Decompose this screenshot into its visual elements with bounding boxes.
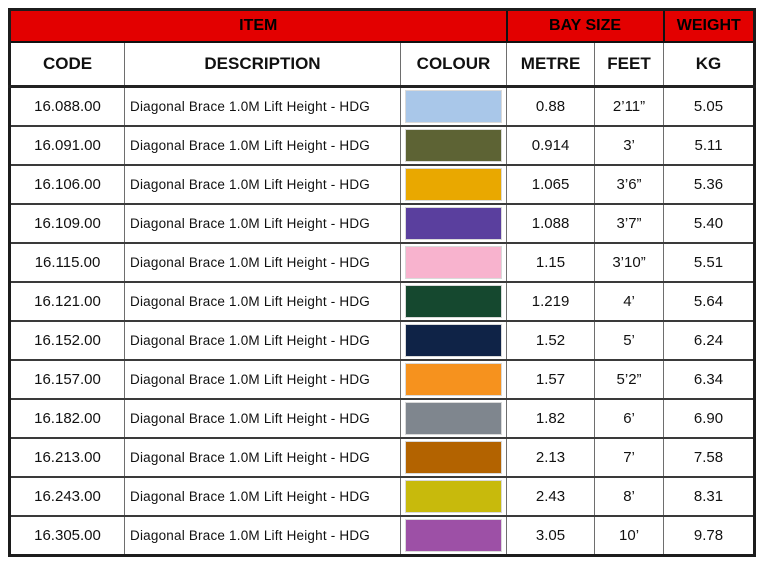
description-cell: Diagonal Brace 1.0M Lift Height - HDG bbox=[125, 282, 401, 321]
code-cell: 16.109.00 bbox=[10, 204, 125, 243]
colour-swatch-olive bbox=[405, 129, 502, 162]
column-header-row bbox=[10, 42, 755, 87]
table-row bbox=[10, 321, 755, 360]
code-cell: 16.305.00 bbox=[10, 516, 125, 556]
description-cell: Diagonal Brace 1.0M Lift Height - HDG bbox=[125, 165, 401, 204]
metre-cell: 0.88 bbox=[507, 87, 595, 127]
code-cell: 16.213.00 bbox=[10, 438, 125, 477]
kg-cell: 6.24 bbox=[664, 321, 755, 360]
feet-cell: 8’ bbox=[595, 477, 664, 516]
group-header-item: ITEM bbox=[10, 10, 507, 43]
group-header-row bbox=[10, 10, 755, 43]
table-row bbox=[10, 165, 755, 204]
code-cell: 16.088.00 bbox=[10, 87, 125, 127]
kg-cell: 5.40 bbox=[664, 204, 755, 243]
code-cell: 16.152.00 bbox=[10, 321, 125, 360]
metre-cell: 3.05 bbox=[507, 516, 595, 556]
colour-cell bbox=[401, 165, 507, 204]
feet-cell: 2’11” bbox=[595, 87, 664, 127]
metre-cell: 1.065 bbox=[507, 165, 595, 204]
feet-cell: 10’ bbox=[595, 516, 664, 556]
code-cell: 16.091.00 bbox=[10, 126, 125, 165]
code-cell: 16.115.00 bbox=[10, 243, 125, 282]
kg-cell: 5.64 bbox=[664, 282, 755, 321]
colour-swatch-pink bbox=[405, 246, 502, 279]
colour-swatch-dark-green bbox=[405, 285, 502, 318]
column-header-code: CODE bbox=[10, 42, 125, 87]
table-row bbox=[10, 438, 755, 477]
feet-cell: 3’7” bbox=[595, 204, 664, 243]
metre-cell: 1.57 bbox=[507, 360, 595, 399]
colour-cell bbox=[401, 438, 507, 477]
column-header-description: DESCRIPTION bbox=[125, 42, 401, 87]
colour-cell bbox=[401, 477, 507, 516]
table-row bbox=[10, 477, 755, 516]
metre-cell: 1.15 bbox=[507, 243, 595, 282]
table-row bbox=[10, 282, 755, 321]
feet-cell: 3’ bbox=[595, 126, 664, 165]
table-row bbox=[10, 360, 755, 399]
kg-cell: 5.36 bbox=[664, 165, 755, 204]
description-cell: Diagonal Brace 1.0M Lift Height - HDG bbox=[125, 87, 401, 127]
table-row bbox=[10, 87, 755, 127]
kg-cell: 6.34 bbox=[664, 360, 755, 399]
metre-cell: 1.219 bbox=[507, 282, 595, 321]
table-row bbox=[10, 126, 755, 165]
feet-cell: 3’10” bbox=[595, 243, 664, 282]
colour-cell bbox=[401, 321, 507, 360]
metre-cell: 1.088 bbox=[507, 204, 595, 243]
colour-cell bbox=[401, 282, 507, 321]
kg-cell: 5.05 bbox=[664, 87, 755, 127]
colour-cell bbox=[401, 399, 507, 438]
feet-cell: 7’ bbox=[595, 438, 664, 477]
feet-cell: 5’2” bbox=[595, 360, 664, 399]
description-cell: Diagonal Brace 1.0M Lift Height - HDG bbox=[125, 126, 401, 165]
description-cell: Diagonal Brace 1.0M Lift Height - HDG bbox=[125, 477, 401, 516]
code-cell: 16.182.00 bbox=[10, 399, 125, 438]
metre-cell: 2.13 bbox=[507, 438, 595, 477]
colour-swatch-orchid bbox=[405, 519, 502, 552]
kg-cell: 6.90 bbox=[664, 399, 755, 438]
code-cell: 16.157.00 bbox=[10, 360, 125, 399]
column-header-kg: KG bbox=[664, 42, 755, 87]
code-cell: 16.106.00 bbox=[10, 165, 125, 204]
kg-cell: 8.31 bbox=[664, 477, 755, 516]
code-cell: 16.121.00 bbox=[10, 282, 125, 321]
colour-swatch-light-blue bbox=[405, 90, 502, 123]
metre-cell: 1.52 bbox=[507, 321, 595, 360]
description-cell: Diagonal Brace 1.0M Lift Height - HDG bbox=[125, 321, 401, 360]
feet-cell: 6’ bbox=[595, 399, 664, 438]
metre-cell: 2.43 bbox=[507, 477, 595, 516]
product-spec-table bbox=[8, 8, 756, 557]
kg-cell: 7.58 bbox=[664, 438, 755, 477]
description-cell: Diagonal Brace 1.0M Lift Height - HDG bbox=[125, 243, 401, 282]
table-row bbox=[10, 243, 755, 282]
colour-cell bbox=[401, 516, 507, 556]
feet-cell: 4’ bbox=[595, 282, 664, 321]
feet-cell: 5’ bbox=[595, 321, 664, 360]
description-cell: Diagonal Brace 1.0M Lift Height - HDG bbox=[125, 516, 401, 556]
colour-cell bbox=[401, 243, 507, 282]
colour-swatch-purple bbox=[405, 207, 502, 240]
colour-swatch-amber bbox=[405, 168, 502, 201]
feet-cell: 3’6” bbox=[595, 165, 664, 204]
group-header-bay-size: BAY SIZE bbox=[507, 10, 664, 43]
colour-cell bbox=[401, 360, 507, 399]
colour-cell bbox=[401, 126, 507, 165]
column-header-metre: METRE bbox=[507, 42, 595, 87]
code-cell: 16.243.00 bbox=[10, 477, 125, 516]
description-cell: Diagonal Brace 1.0M Lift Height - HDG bbox=[125, 204, 401, 243]
kg-cell: 5.51 bbox=[664, 243, 755, 282]
colour-swatch-orange bbox=[405, 363, 502, 396]
colour-swatch-brown bbox=[405, 441, 502, 474]
colour-cell bbox=[401, 204, 507, 243]
description-cell: Diagonal Brace 1.0M Lift Height - HDG bbox=[125, 438, 401, 477]
colour-cell bbox=[401, 87, 507, 127]
colour-swatch-navy bbox=[405, 324, 502, 357]
table-row bbox=[10, 204, 755, 243]
group-header-weight: WEIGHT bbox=[664, 10, 755, 43]
description-cell: Diagonal Brace 1.0M Lift Height - HDG bbox=[125, 360, 401, 399]
description-cell: Diagonal Brace 1.0M Lift Height - HDG bbox=[125, 399, 401, 438]
table-row bbox=[10, 399, 755, 438]
table-row bbox=[10, 516, 755, 556]
kg-cell: 9.78 bbox=[664, 516, 755, 556]
colour-swatch-dark-yellow bbox=[405, 480, 502, 513]
kg-cell: 5.11 bbox=[664, 126, 755, 165]
column-header-feet: FEET bbox=[595, 42, 664, 87]
column-header-colour: COLOUR bbox=[401, 42, 507, 87]
colour-swatch-grey bbox=[405, 402, 502, 435]
metre-cell: 0.914 bbox=[507, 126, 595, 165]
metre-cell: 1.82 bbox=[507, 399, 595, 438]
